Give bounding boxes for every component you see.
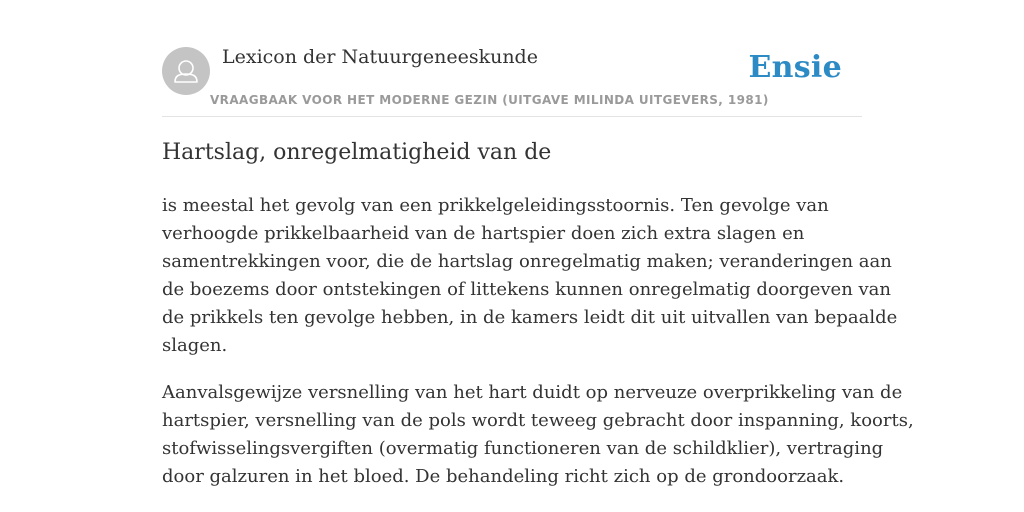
- entry-title: Hartslag, onregelmatigheid van de: [162, 140, 552, 165]
- entry-body: [162, 192, 914, 510]
- source-title[interactable]: Lexicon der Natuurgeneeskunde: [222, 46, 538, 68]
- text-line: samentrekkingen voor, die de hartslag onregelmatig maken; veranderingen aan: [162, 251, 892, 272]
- paragraph-2: [162, 379, 914, 491]
- text-line: hartspier, versnelling van de pols wordt teweeg gebracht door inspanning, koorts,: [162, 410, 914, 431]
- text-line: de prikkels ten gevolge hebben, in de kamers leidt dit uit uitvallen van bepaalde: [162, 307, 898, 328]
- text-line: Aanvalsgewijze versnelling van het hart duidt op nerveuze overprikkeling van de: [162, 382, 903, 403]
- text-line: door galzuren in het bloed. De behandeling richt zich op de grondoorzaak.: [162, 466, 845, 487]
- text-line: stofwisselingsvergiften (overmatig functioneren van de schildklier), vertraging: [162, 438, 884, 459]
- text-line: slagen.: [162, 335, 228, 356]
- text-line: verhoogde prikkelbaarheid van de hartspier doen zich extra slagen en: [162, 223, 805, 244]
- source-subtitle: VRAAGBAAK VOOR HET MODERNE GEZIN (UITGAVE MILINDA UITGEVERS, 1981): [210, 93, 769, 107]
- text-line: de boezems door ontstekingen of littekens kunnen onregelmatig doorgeven van: [162, 279, 891, 300]
- user-icon: [162, 47, 210, 95]
- source-header: [162, 44, 862, 117]
- paragraph-1: [162, 192, 898, 360]
- text-line: is meestal het gevolg van een prikkelgeleidingsstoornis. Ten gevolge van: [162, 195, 829, 216]
- brand-logo[interactable]: Ensie: [748, 50, 842, 85]
- avatar[interactable]: [162, 47, 210, 95]
